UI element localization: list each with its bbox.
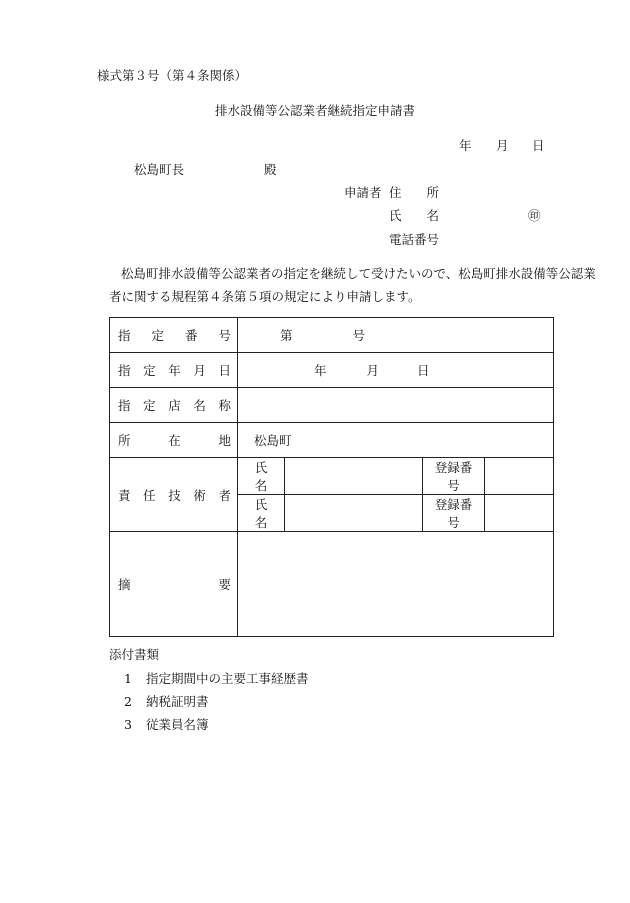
attachments-heading: 添付書類 <box>109 647 160 662</box>
row-designation-number <box>110 318 554 353</box>
applicant-label: 申請者 <box>344 185 382 200</box>
designation-number-field[interactable] <box>238 318 554 353</box>
attachment-text: 従業員名簿 <box>145 717 209 732</box>
label-responsible-engineer: 責 任 技 術 者 <box>110 458 238 532</box>
engineer-2-registration-field[interactable] <box>485 495 554 532</box>
application-table <box>109 317 554 637</box>
attachment-text: 指定期間中の主要工事経歴書 <box>145 671 309 686</box>
addressee-name: 松島町長 <box>134 162 185 177</box>
engineer-1-registration-label: 登録番号 <box>423 458 485 495</box>
date-day-label: 日 <box>532 138 545 153</box>
row-location <box>110 423 554 458</box>
engineer-2-name-label: 氏 名 <box>238 495 285 532</box>
label-designation-number: 指 定 番 号 <box>110 318 238 353</box>
label-remarks: 摘 要 <box>110 532 238 637</box>
body-text-line2: 者に関する規程第４条第５項の規定により申請します。 <box>109 289 421 304</box>
designation-date-year: 年 <box>314 363 327 378</box>
engineer-2-name-field[interactable] <box>285 495 423 532</box>
engineer-1-name-field[interactable] <box>285 458 423 495</box>
seal-mark: ㊞ <box>528 208 541 223</box>
label-designation-date: 指 定 年 月 日 <box>110 353 238 388</box>
applicant-name-label: 氏 名 <box>389 208 440 223</box>
row-remarks <box>110 532 554 637</box>
body-text-line1: 松島町排水設備等公認業者の指定を継続して受けたいので、松島町排水設備等公認業 <box>121 266 596 281</box>
designation-date-day: 日 <box>417 363 430 378</box>
label-shop-name: 指 定 店 名 称 <box>110 388 238 423</box>
date-month-label: 月 <box>496 138 509 153</box>
attachment-text: 納税証明書 <box>145 694 209 709</box>
designation-date-month: 月 <box>366 363 380 378</box>
form-number: 様式第３号（第４条関係） <box>97 68 248 83</box>
date-year-label: 年 <box>459 138 472 153</box>
engineer-1-name-label: 氏 名 <box>238 458 285 495</box>
designation-date-field[interactable] <box>238 353 554 388</box>
engineer-2-registration-label: 登録番号 <box>423 495 485 532</box>
addressee-honorific: 殿 <box>264 162 277 177</box>
row-shop-name <box>110 388 554 423</box>
attachment-item <box>124 669 308 687</box>
shop-name-field[interactable] <box>238 388 554 423</box>
designation-number-prefix: 第 <box>280 328 293 343</box>
applicant-address-label: 住 所 <box>389 185 440 200</box>
form-title: 排水設備等公認業者継続指定申請書 <box>214 103 415 118</box>
attachment-number: 3 <box>124 717 132 732</box>
engineer-1-registration-field[interactable] <box>485 458 554 495</box>
applicant-phone-label: 電話番号 <box>389 232 440 247</box>
label-location: 所 在 地 <box>110 423 238 458</box>
attachment-number: 2 <box>124 694 132 709</box>
row-engineer-1 <box>110 458 554 495</box>
row-designation-date <box>110 353 554 388</box>
attachment-number: 1 <box>124 671 132 686</box>
attachment-item <box>124 692 208 710</box>
location-field[interactable] <box>238 423 554 458</box>
designation-number-suffix: 号 <box>352 328 366 343</box>
attachment-item <box>124 715 208 733</box>
remarks-field[interactable] <box>238 532 554 637</box>
location-value: 松島町 <box>254 433 292 448</box>
